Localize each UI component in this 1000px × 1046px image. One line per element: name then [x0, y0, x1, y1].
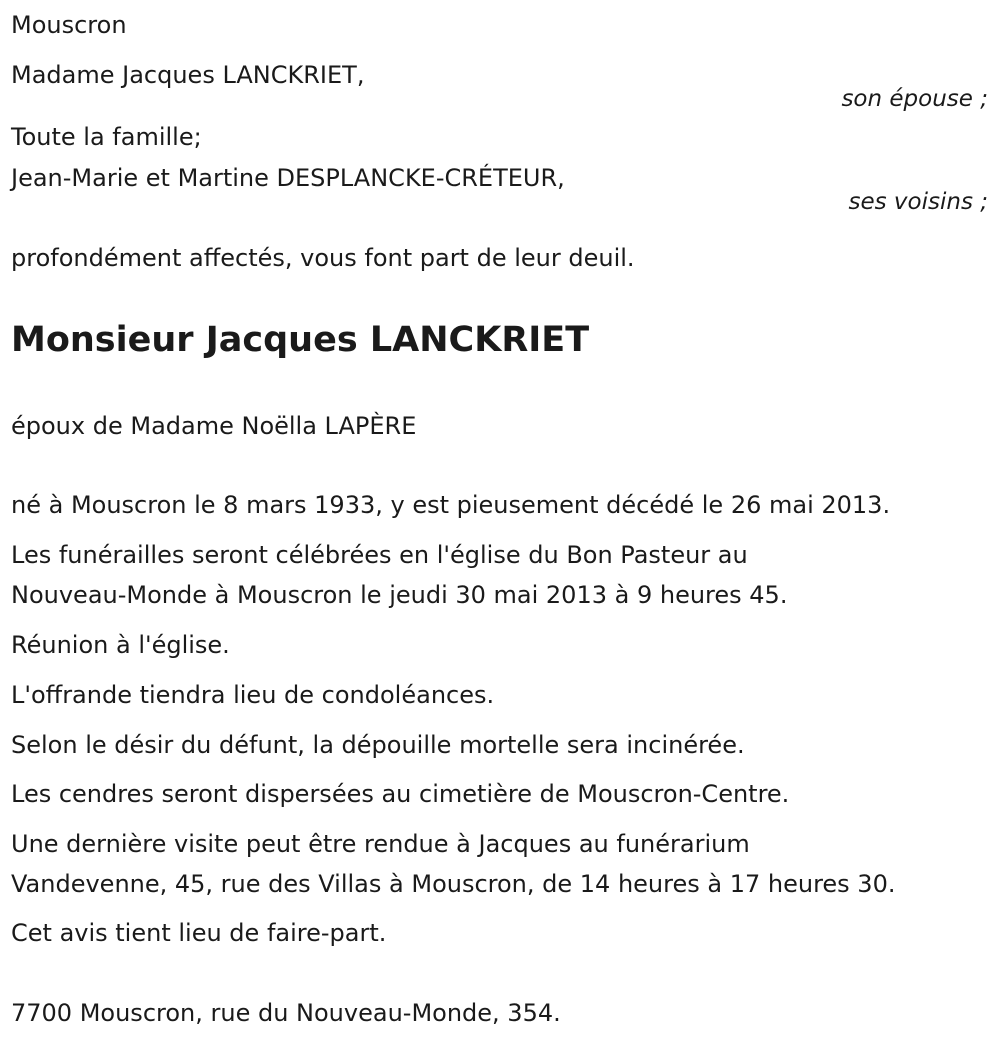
deceased-name: Monsieur Jacques LANCKRIET — [11, 320, 590, 360]
funeral-line-2: Nouveau-Monde à Mouscron le jeudi 30 mai 2013 à 9 heures 45. — [11, 581, 788, 609]
spouse-line: époux de Madame Noëlla LAPÈRE — [11, 412, 417, 440]
town-name: Mouscron — [11, 11, 127, 39]
cremation-line: Selon le désir du défunt, la dépouille mortelle sera incinérée. — [11, 731, 745, 759]
offering-line: L'offrande tiendra lieu de condoléances. — [11, 681, 495, 709]
address-line: 7700 Mouscron, rue du Nouveau-Monde, 354. — [11, 999, 561, 1027]
widow-role: son épouse ; — [841, 86, 988, 112]
notice-line: Cet avis tient lieu de faire-part. — [11, 919, 387, 947]
visit-line-1: Une dernière visite peut être rendue à Jacques au funérarium — [11, 830, 750, 858]
neighbours-names: Jean-Marie et Martine DESPLANCKE-CRÉTEUR, — [11, 164, 565, 192]
widow-name: Madame Jacques LANCKRIET, — [11, 61, 365, 89]
visit-line-2: Vandevenne, 45, rue des Villas à Mouscron, de 14 heures à 17 heures 30. — [11, 870, 896, 898]
birth-death-line: né à Mouscron le 8 mars 1933, y est pieusement décédé le 26 mai 2013. — [11, 491, 891, 519]
funeral-line-1: Les funérailles seront célébrées en l'église du Bon Pasteur au — [11, 541, 748, 569]
family-line: Toute la famille; — [11, 123, 202, 151]
announcement-line: profondément affectés, vous font part de leur deuil. — [11, 244, 635, 272]
ashes-line: Les cendres seront dispersées au cimetière de Mouscron-Centre. — [11, 780, 790, 808]
neighbours-role: ses voisins ; — [848, 189, 988, 215]
meeting-line: Réunion à l'église. — [11, 631, 230, 659]
